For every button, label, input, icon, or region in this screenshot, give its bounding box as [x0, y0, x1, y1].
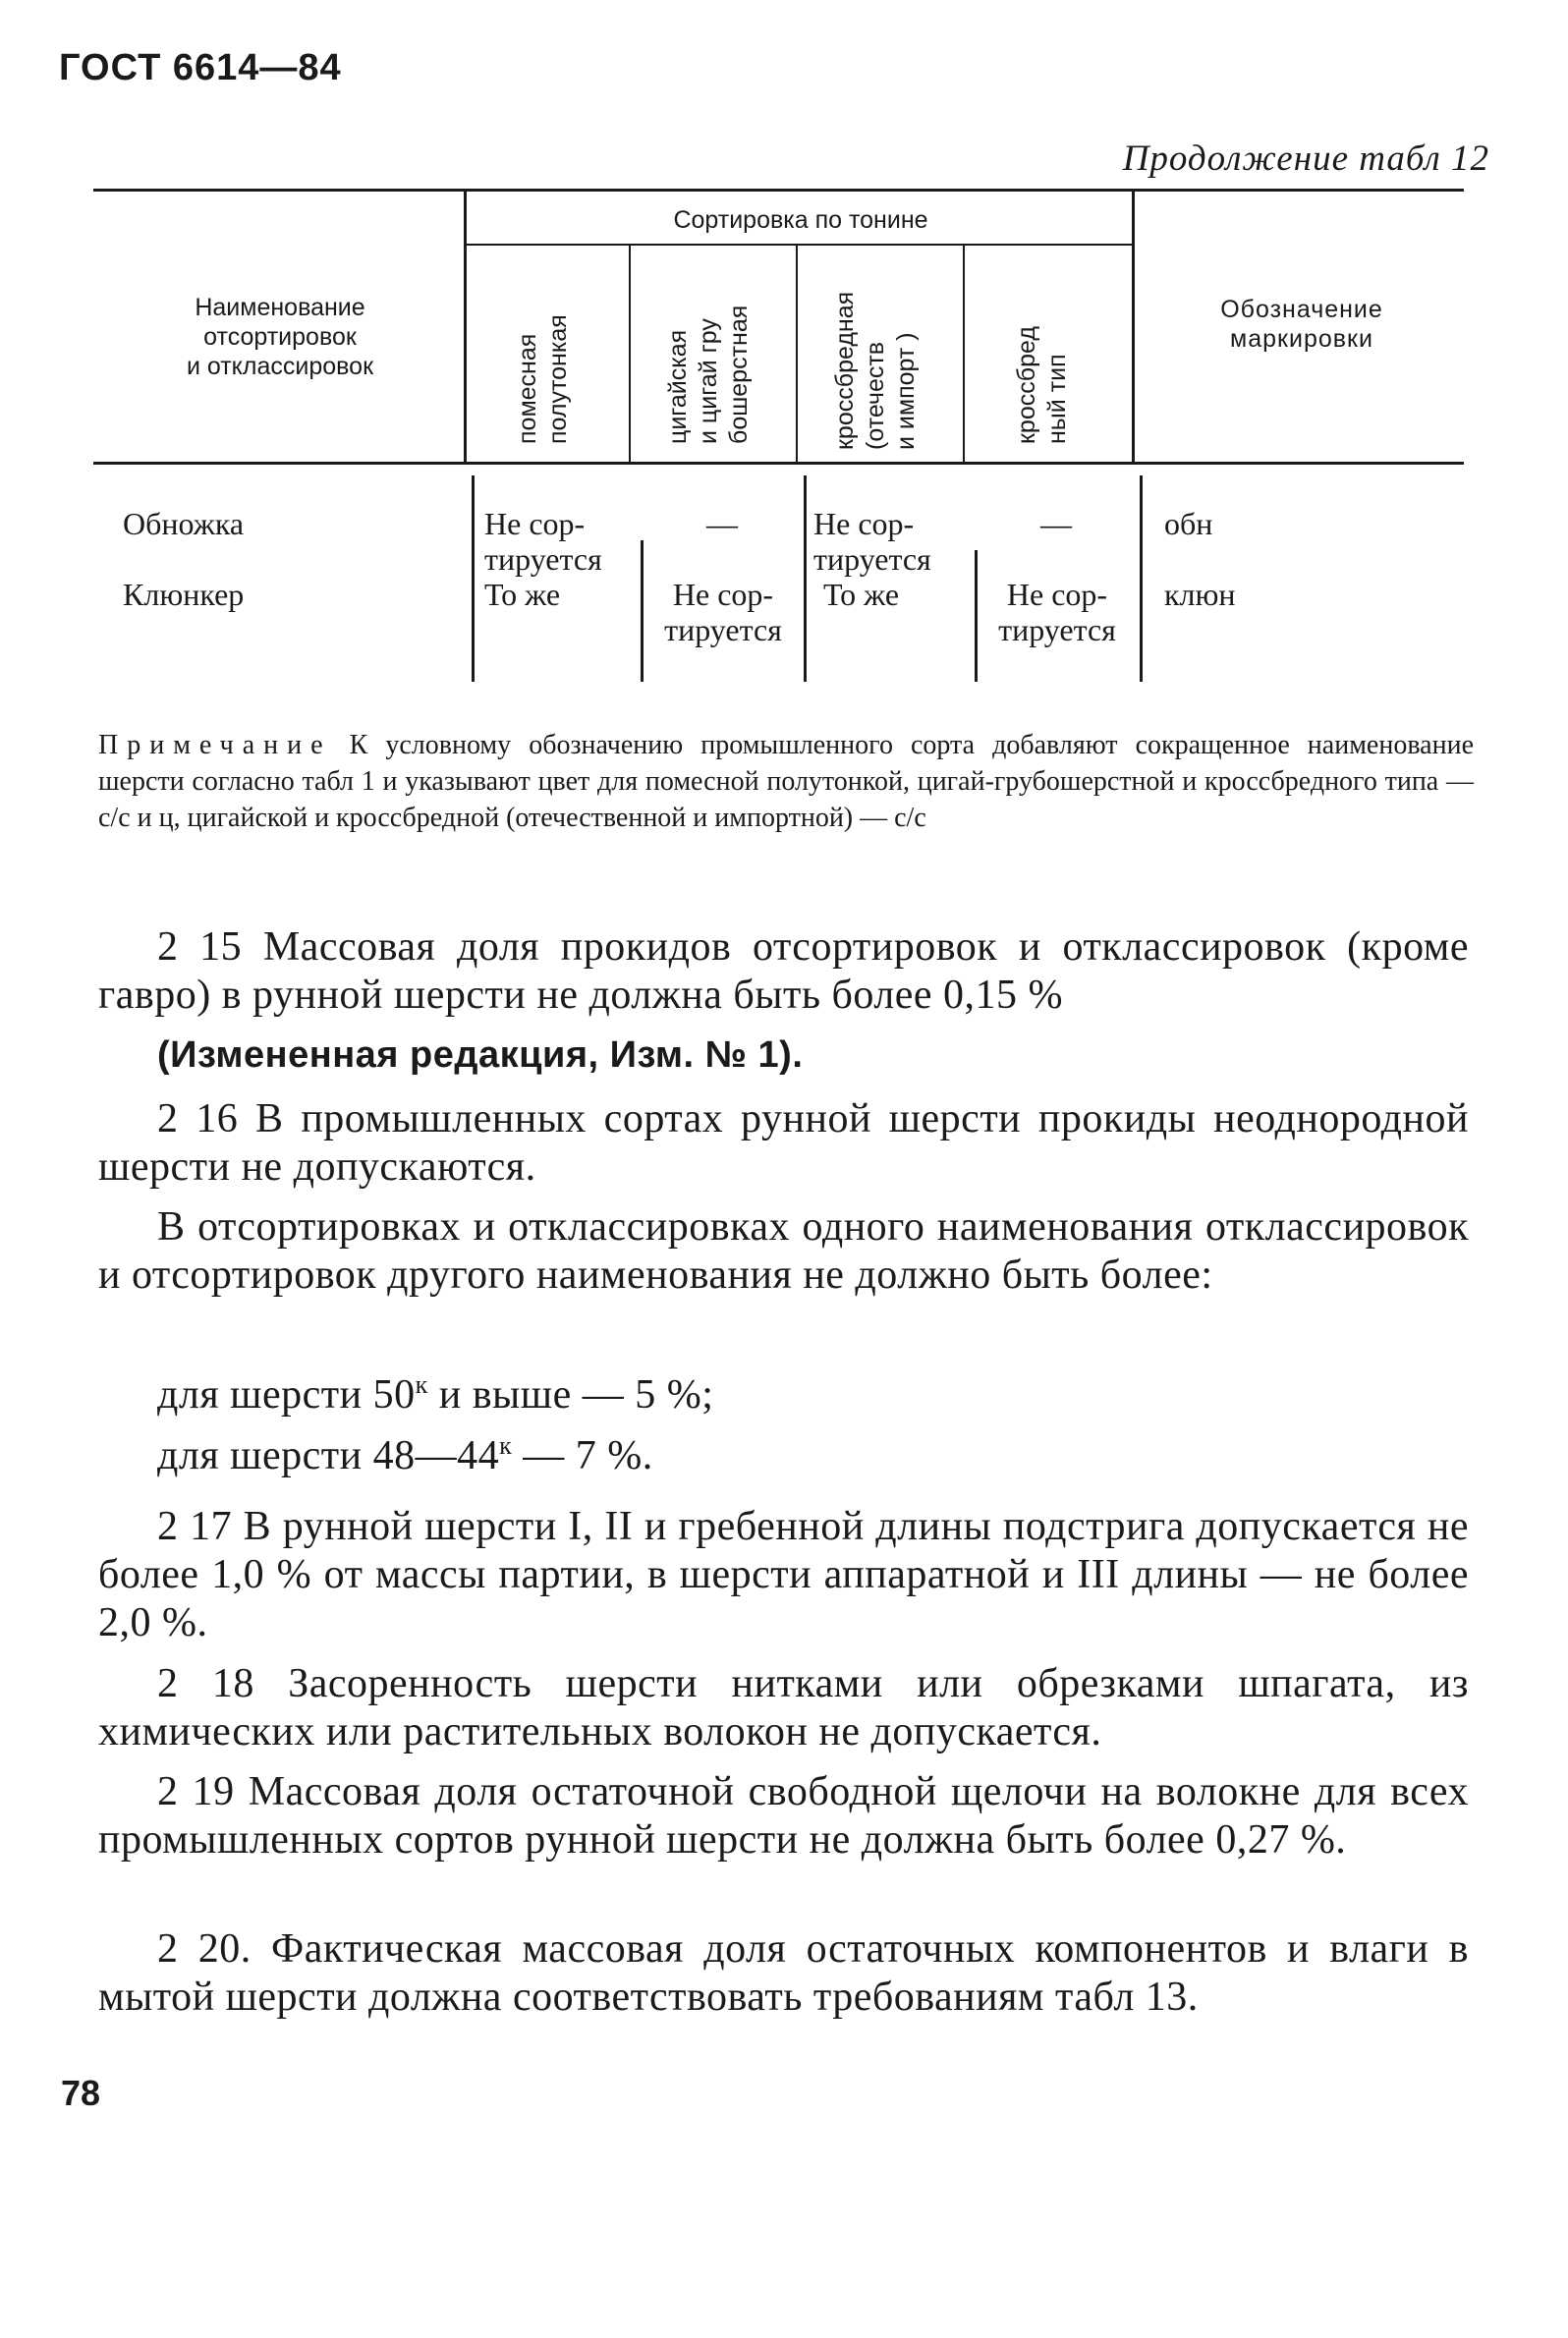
table-header-bottom-rule — [93, 462, 1464, 465]
table-cell: Не сор- тируется — [484, 506, 602, 577]
table-note — [98, 727, 1474, 836]
header-divider — [796, 246, 798, 464]
column-header-krossbrednaya: кроссбредная (отечеств и импорт ) — [831, 291, 920, 450]
document-id: ГОСТ 6614—84 — [59, 47, 342, 88]
clause-2-16: 2 16 В промышленных сортах рунной шерсти прокиды неоднородной шерсти не допускаются. — [98, 1096, 1469, 1190]
clause-2-16-cont: В отсортировках и отклассировках одного наименования отклассировок и отсортировок другого наименования не должно быть более: — [98, 1204, 1469, 1298]
table-cell: То же — [823, 577, 900, 612]
table-cell-marking: клюн — [1164, 577, 1236, 612]
body-divider — [641, 540, 644, 682]
body-divider — [975, 550, 978, 682]
clause-2-17: 2 17 В рунной шерсти I, II и гребенной длины подстрига допускается не более 1,0 % от массы партии, в шерсти аппаратной и III длины — не более 2,0 %. — [98, 1504, 1469, 1645]
limit-48-44k: для шерсти $48—44^к$ — 7 %. — [157, 1431, 653, 1478]
column-header-marking: Обозначение маркировки — [1220, 296, 1383, 353]
group-header-sorting: Сортировка по тонине — [673, 206, 928, 234]
clause-2-15: 2 15 Массовая доля прокидов отсортировок и отклассировок (кроме гавро) в рунной шерсти не должна быть более 0,15 % — [98, 924, 1469, 1018]
table-cell: То же — [484, 577, 561, 612]
table-cell: — — [706, 506, 738, 541]
table-row-name: Обножка — [123, 506, 245, 541]
column-header-tsigaiskaya: цигайская и цигай гру бошерстная — [664, 305, 753, 444]
table-cell: — — [1040, 506, 1072, 541]
change-note: (Измененная редакция, Изм. № 1). — [157, 1034, 804, 1076]
limit-50k: для шерсти $50^к$ и выше — 5 %; — [157, 1370, 714, 1418]
header-divider — [629, 246, 631, 464]
body-divider — [472, 475, 475, 682]
clause-2-19: 2 19 Массовая доля остаточной свободной щелочи на волокне для всех промышленных сортов рунной шерсти не должна быть более 0,27 %. — [98, 1769, 1469, 1863]
body-divider — [804, 475, 807, 682]
column-header-krossbred-tip: кроссбред ный тип — [1013, 326, 1071, 444]
group-header-rule — [467, 244, 1135, 246]
page-number: 78 — [61, 2073, 101, 2113]
table-continuation-label: Продолжение табл 12 — [1122, 139, 1489, 179]
column-header-pomesnaya: помесная полутонкая — [514, 314, 572, 444]
body-divider — [1140, 475, 1143, 682]
note-text: К условному обозначению промышленного сорта добавляют сокращенное наименование шерсти согласно табл 1 и указывают цвет для помесной полутонкой, цигай-грубошерстной и кроссбредного типа — с/с и ц, цигайской и кроссбредной (отечественной и импортной) — с/с — [98, 730, 1475, 833]
table-cell: Не сор- тируется — [664, 577, 782, 647]
note-label: Примечание — [98, 730, 332, 760]
table-top-rule — [93, 189, 1464, 192]
column-header-name: Наименование отсортировок и отклассировок — [186, 294, 374, 380]
header-divider — [963, 246, 965, 464]
clause-2-20: 2 20. Фактическая массовая доля остаточных компонентов и влаги в мытой шерсти должна соответствовать требованиям табл 13. — [98, 1926, 1469, 2020]
table-cell-marking: обн — [1164, 506, 1213, 541]
table-cell: Не сор- тируется — [998, 577, 1116, 647]
table-cell: Не сор- тируется — [813, 506, 931, 577]
table-row-name: Клюнкер — [123, 577, 245, 612]
clause-2-18: 2 18 Засоренность шерсти нитками или обрезками шпагата, из химических или растительных волокон не допускается. — [98, 1661, 1469, 1754]
